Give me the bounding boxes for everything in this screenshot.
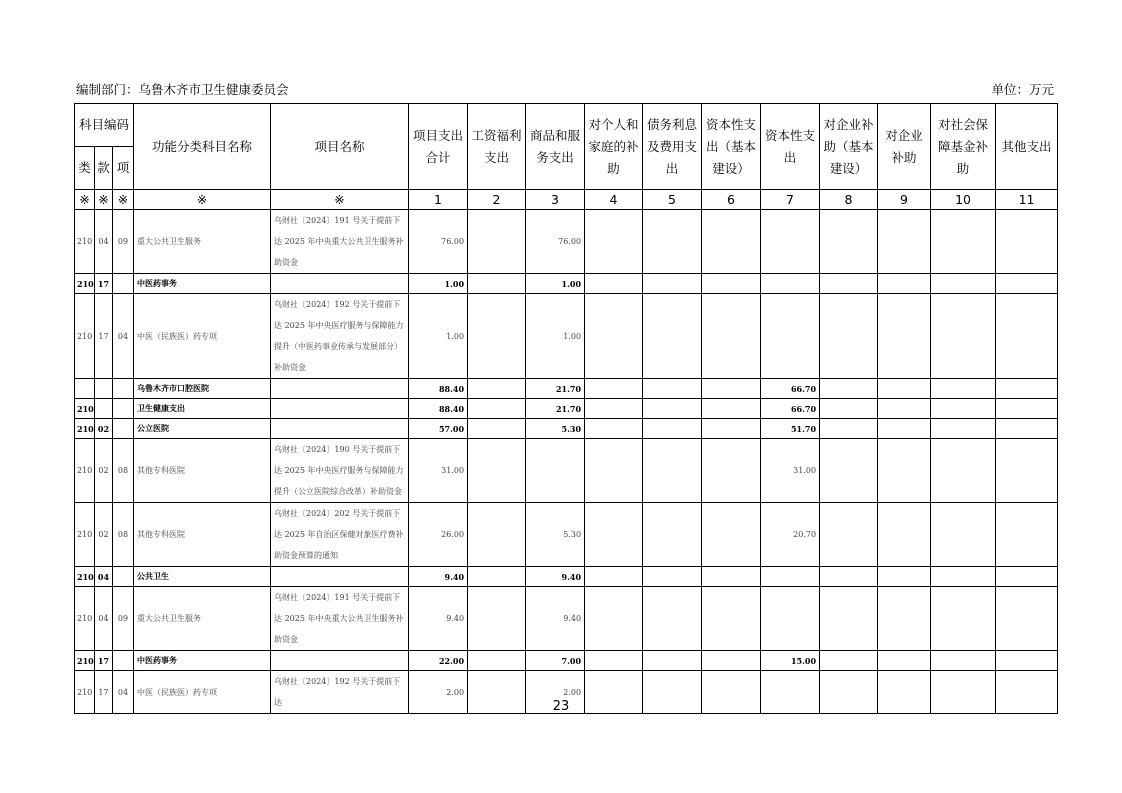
table-row [75, 210, 1058, 274]
other-cell [996, 294, 1058, 379]
col-number: 5 [643, 190, 702, 210]
col-number: 1 [409, 190, 468, 210]
debt-cell [643, 567, 702, 587]
debt-header: 债务利息及费用支出 [643, 104, 702, 190]
kuan-cell: 04 [95, 587, 113, 651]
social-cell [931, 210, 996, 274]
xiang-cell: 08 [113, 503, 134, 567]
total-cell: 88.40 [409, 379, 468, 399]
individual-cell [585, 587, 643, 651]
salary-cell [468, 274, 526, 294]
lei-cell: 210 [75, 587, 95, 651]
debt-cell [643, 399, 702, 419]
total-cell: 1.00 [409, 274, 468, 294]
social-cell [931, 419, 996, 439]
capital-basic-header: 资本性支出（基本建设） [702, 104, 761, 190]
goods-cell: 9.40 [526, 567, 585, 587]
project-name-cell: 乌财社〔2024〕191 号关于提前下达 2025 年中央重大公共卫生服务补助资金 [271, 587, 409, 651]
goods-cell: 5.30 [526, 419, 585, 439]
individual-header: 对个人和家庭的补助 [585, 104, 643, 190]
enterprise-basic-cell [820, 439, 878, 503]
enterprise-cell [878, 439, 931, 503]
debt-cell [643, 439, 702, 503]
capital-cell: 31.00 [761, 439, 820, 503]
salary-cell [468, 210, 526, 274]
xiang-cell: 04 [113, 671, 134, 714]
lei-cell: 210 [75, 274, 95, 294]
capital-basic-cell [702, 294, 761, 379]
enterprise-cell [878, 294, 931, 379]
individual-cell [585, 399, 643, 419]
table-row [75, 274, 1058, 294]
function-name-cell: 其他专科医院 [134, 503, 271, 567]
xiang-cell [113, 399, 134, 419]
enterprise-basic-cell [820, 587, 878, 651]
social-cell [931, 399, 996, 419]
salary-cell [468, 294, 526, 379]
lei-cell: 210 [75, 503, 95, 567]
project-name-cell: 乌财社〔2024〕192 号关于提前下达 2025 年中央医疗服务与保障能力提升（中医药事业传承与发展部分）补助资金 [271, 294, 409, 379]
other-cell [996, 651, 1058, 671]
col-number: 4 [585, 190, 643, 210]
goods-cell: 9.40 [526, 587, 585, 651]
total-cell: 57.00 [409, 419, 468, 439]
capital-basic-cell [702, 439, 761, 503]
table-row [75, 419, 1058, 439]
enterprise-basic-cell [820, 210, 878, 274]
salary-cell [468, 399, 526, 419]
other-cell [996, 210, 1058, 274]
subject-code-header: 科目编码 [75, 104, 134, 147]
debt-cell [643, 379, 702, 399]
capital-basic-cell [702, 274, 761, 294]
capital-basic-cell [702, 587, 761, 651]
function-name-cell: 重大公共卫生服务 [134, 587, 271, 651]
xiang-cell [113, 274, 134, 294]
col-number: 10 [931, 190, 996, 210]
project-name-cell: 乌财社〔2024〕190 号关于提前下达 2025 年中央医疗服务与保障能力提升（公立医院综合改革）补助资金 [271, 439, 409, 503]
enterprise-basic-cell [820, 294, 878, 379]
capital-cell [761, 210, 820, 274]
kuan-cell: 02 [95, 439, 113, 503]
enterprise-cell [878, 379, 931, 399]
project-name-cell [271, 379, 409, 399]
debt-cell [643, 587, 702, 651]
enterprise-header: 对企业补助 [878, 104, 931, 190]
kuan-cell: 17 [95, 294, 113, 379]
total-cell: 22.00 [409, 651, 468, 671]
lei-cell: 210 [75, 567, 95, 587]
capital-basic-cell [702, 399, 761, 419]
total-cell: 31.00 [409, 439, 468, 503]
capital-header: 资本性支出 [761, 104, 820, 190]
capital-cell: 66.70 [761, 379, 820, 399]
enterprise-cell [878, 274, 931, 294]
lei-cell: 210 [75, 671, 95, 714]
enterprise-basic-cell [820, 503, 878, 567]
salary-cell [468, 651, 526, 671]
table-body [75, 210, 1058, 714]
debt-cell [643, 419, 702, 439]
capital-cell [761, 274, 820, 294]
capital-basic-cell [702, 419, 761, 439]
social-cell [931, 294, 996, 379]
enterprise-basic-cell [820, 651, 878, 671]
enterprise-cell [878, 567, 931, 587]
goods-cell: 76.00 [526, 210, 585, 274]
salary-cell [468, 503, 526, 567]
function-name-cell: 中医药事务 [134, 651, 271, 671]
function-name-cell: 乌鲁木齐市口腔医院 [134, 379, 271, 399]
capital-cell: 51.70 [761, 419, 820, 439]
project-name-cell: 乌财社〔2024〕192 号关于提前下达 [271, 671, 409, 714]
project-name-header: 项目名称 [271, 104, 409, 190]
goods-cell: 1.00 [526, 274, 585, 294]
goods-cell [526, 439, 585, 503]
social-cell [931, 439, 996, 503]
col-number: 7 [761, 190, 820, 210]
social-cell [931, 587, 996, 651]
xiang-header: 项 [113, 147, 134, 190]
other-cell [996, 379, 1058, 399]
lei-header: 类 [75, 147, 95, 190]
individual-cell [585, 567, 643, 587]
enterprise-basic-cell [820, 567, 878, 587]
individual-cell [585, 419, 643, 439]
table-row [75, 294, 1058, 379]
enterprise-basic-cell [820, 379, 878, 399]
col-number: 2 [468, 190, 526, 210]
enterprise-cell [878, 399, 931, 419]
table-row [75, 439, 1058, 503]
enterprise-cell [878, 587, 931, 651]
table-row [75, 379, 1058, 399]
total-cell: 2.00 [409, 671, 468, 714]
table-header [75, 104, 1058, 210]
salary-header: 工资福利支出 [468, 104, 526, 190]
capital-basic-cell [702, 379, 761, 399]
salary-cell [468, 379, 526, 399]
kuan-cell: 04 [95, 567, 113, 587]
table-row [75, 587, 1058, 651]
capital-basic-cell [702, 503, 761, 567]
total-cell: 9.40 [409, 587, 468, 651]
other-cell [996, 399, 1058, 419]
salary-cell [468, 439, 526, 503]
goods-cell: 7.00 [526, 651, 585, 671]
total-cell: 9.40 [409, 567, 468, 587]
table-row [75, 567, 1058, 587]
debt-cell [643, 274, 702, 294]
kuan-cell: 17 [95, 274, 113, 294]
capital-cell [761, 294, 820, 379]
xiang-cell [113, 651, 134, 671]
total-cell: 26.00 [409, 503, 468, 567]
goods-cell: 1.00 [526, 294, 585, 379]
other-cell [996, 503, 1058, 567]
col-number: 8 [820, 190, 878, 210]
xiang-cell: 04 [113, 294, 134, 379]
kuan-cell: 04 [95, 210, 113, 274]
xiang-cell: 08 [113, 439, 134, 503]
lei-cell: 210 [75, 294, 95, 379]
table-row [75, 503, 1058, 567]
project-name-cell: 乌财社〔2024〕202 号关于提前下达 2025 年自治区保健对象医疗费补助资金预算的通知 [271, 503, 409, 567]
capital-basic-cell [702, 567, 761, 587]
debt-cell [643, 651, 702, 671]
social-cell [931, 379, 996, 399]
kuan-cell [95, 399, 113, 419]
function-name-cell: 卫生健康支出 [134, 399, 271, 419]
xiang-cell: 09 [113, 210, 134, 274]
capital-cell [761, 567, 820, 587]
project-name-cell [271, 274, 409, 294]
total-cell: 88.40 [409, 399, 468, 419]
xiang-cell [113, 379, 134, 399]
function-name-cell: 其他专科医院 [134, 439, 271, 503]
function-name-cell: 公共卫生 [134, 567, 271, 587]
xiang-cell [113, 567, 134, 587]
lei-cell: 210 [75, 419, 95, 439]
function-name-cell: 中医（民族医）药专项 [134, 671, 271, 714]
other-cell [996, 439, 1058, 503]
col-number: 6 [702, 190, 761, 210]
other-header: 其他支出 [996, 104, 1058, 190]
debt-cell [643, 503, 702, 567]
social-cell [931, 651, 996, 671]
xiang-mark: ※ [113, 190, 134, 210]
enterprise-basic-header: 对企业补助（基本建设） [820, 104, 878, 190]
individual-cell [585, 439, 643, 503]
goods-cell: 21.70 [526, 379, 585, 399]
salary-cell [468, 587, 526, 651]
kuan-cell: 17 [95, 671, 113, 714]
total-header: 项目支出合计 [409, 104, 468, 190]
col-number: 11 [996, 190, 1058, 210]
function-name-cell: 重大公共卫生服务 [134, 210, 271, 274]
kuan-cell: 02 [95, 503, 113, 567]
goods-cell: 5.30 [526, 503, 585, 567]
project-name-cell [271, 399, 409, 419]
other-cell [996, 587, 1058, 651]
page-number: 23 [552, 699, 570, 714]
function-name-mark: ※ [134, 190, 271, 210]
function-name-cell: 中医（民族医）药专项 [134, 294, 271, 379]
individual-cell [585, 294, 643, 379]
unit-label: 单位：万元 [991, 82, 1054, 97]
kuan-mark: ※ [95, 190, 113, 210]
table-row [75, 651, 1058, 671]
salary-cell [468, 419, 526, 439]
enterprise-basic-cell [820, 274, 878, 294]
kuan-cell [95, 379, 113, 399]
kuan-cell: 17 [95, 651, 113, 671]
project-name-cell [271, 419, 409, 439]
enterprise-basic-cell [820, 419, 878, 439]
lei-cell [75, 379, 95, 399]
individual-cell [585, 379, 643, 399]
individual-cell [585, 274, 643, 294]
project-name-mark: ※ [271, 190, 409, 210]
project-name-cell: 乌财社〔2024〕191 号关于提前下达 2025 年中央重大公共卫生服务补助资金 [271, 210, 409, 274]
lei-cell: 210 [75, 651, 95, 671]
social-header: 对社会保障基金补助 [931, 104, 996, 190]
other-cell [996, 567, 1058, 587]
lei-cell: 210 [75, 210, 95, 274]
capital-cell: 66.70 [761, 399, 820, 419]
enterprise-cell [878, 210, 931, 274]
capital-cell [761, 587, 820, 651]
total-cell: 1.00 [409, 294, 468, 379]
function-name-cell: 公立医院 [134, 419, 271, 439]
kuan-cell: 02 [95, 419, 113, 439]
individual-cell [585, 651, 643, 671]
lei-mark: ※ [75, 190, 95, 210]
kuan-header: 款 [95, 147, 113, 190]
function-name-header: 功能分类科目名称 [134, 104, 271, 190]
social-cell [931, 503, 996, 567]
enterprise-cell [878, 651, 931, 671]
capital-basic-cell [702, 210, 761, 274]
xiang-cell [113, 419, 134, 439]
total-cell: 76.00 [409, 210, 468, 274]
col-number: 9 [878, 190, 931, 210]
capital-cell: 20.70 [761, 503, 820, 567]
debt-cell [643, 210, 702, 274]
social-cell [931, 567, 996, 587]
capital-basic-cell [702, 651, 761, 671]
enterprise-cell [878, 503, 931, 567]
debt-cell [643, 294, 702, 379]
enterprise-cell [878, 419, 931, 439]
capital-cell: 15.00 [761, 651, 820, 671]
goods-header: 商品和服务支出 [526, 104, 585, 190]
function-name-cell: 中医药事务 [134, 274, 271, 294]
department-label: 编制部门：乌鲁木齐市卫生健康委员会 [76, 82, 289, 97]
project-name-cell [271, 651, 409, 671]
col-number: 3 [526, 190, 585, 210]
goods-cell: 2.00 [526, 671, 585, 714]
individual-cell [585, 210, 643, 274]
lei-cell: 210 [75, 399, 95, 419]
salary-cell [468, 567, 526, 587]
budget-table [74, 103, 1058, 714]
other-cell [996, 274, 1058, 294]
goods-cell: 21.70 [526, 399, 585, 419]
enterprise-basic-cell [820, 399, 878, 419]
xiang-cell: 09 [113, 587, 134, 651]
table-row [75, 399, 1058, 419]
project-name-cell [271, 567, 409, 587]
other-cell [996, 419, 1058, 439]
social-cell [931, 274, 996, 294]
lei-cell: 210 [75, 439, 95, 503]
individual-cell [585, 503, 643, 567]
